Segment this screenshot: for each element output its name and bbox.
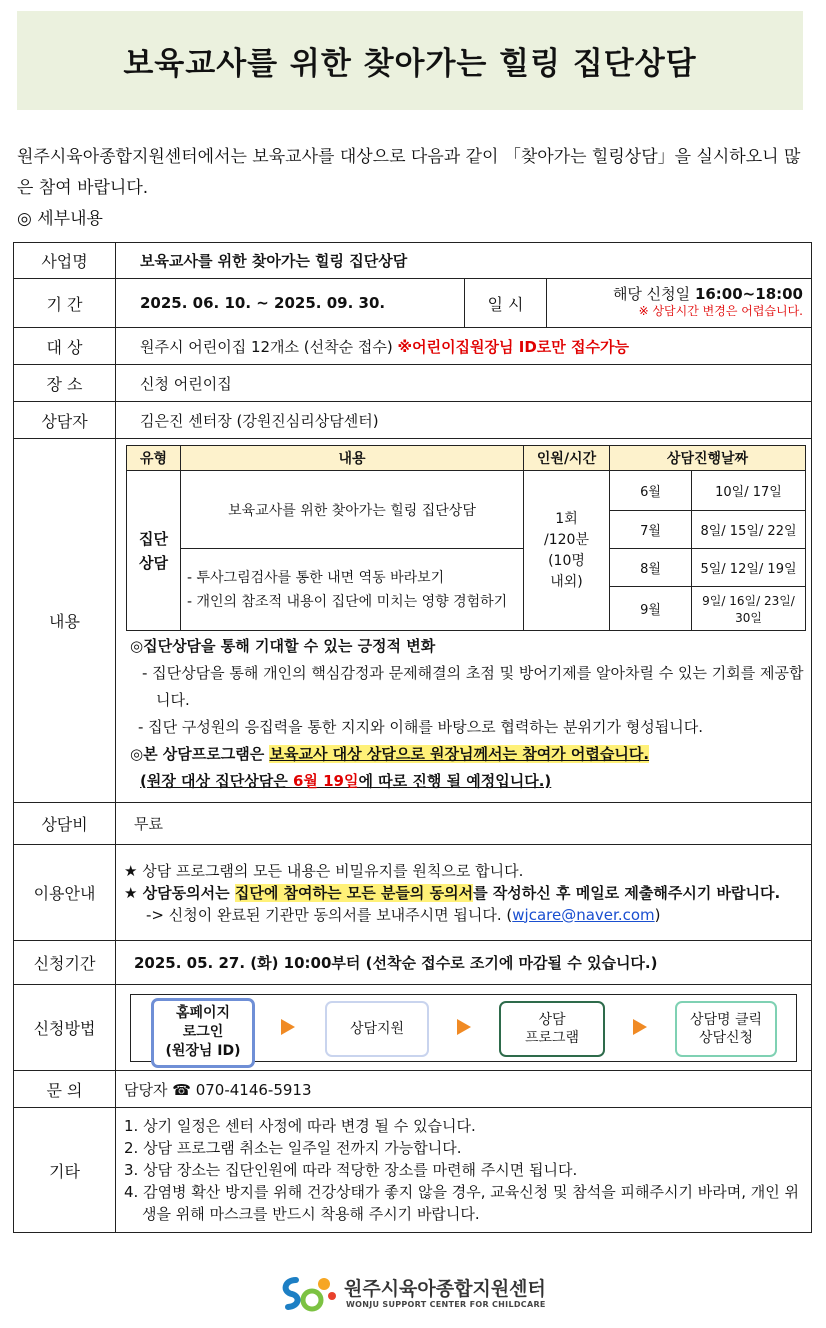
counselor-value: 김은진 센터장 (강원진심리상담센터) [116,402,812,439]
footer-logo [278,1272,548,1316]
step-counseling-program[interactable]: 상담 프로그램 [499,1001,605,1057]
time-value: 16:00~18:00 [694,285,803,303]
target-cell [116,328,812,365]
sub-notice [126,768,805,795]
month-cell: 7월 [610,511,692,549]
apply-steps-box [130,994,797,1062]
guide-cell [116,845,812,941]
place-value: 신청 어린이집 [116,365,812,402]
schedule-table [126,445,806,631]
row-period [14,279,812,328]
title-banner [17,11,803,110]
schedule-header-row [127,446,806,471]
header-content: 내용 [181,446,524,471]
etc-item: 4. 감염병 확산 방지를 위해 건강상태가 좋지 않을 경우, 교육신청 및 참석을 피해주시기 바라며, 개인 위생을 위해 마스크를 반드시 착용해 주시기 바랍니다. [124,1183,799,1223]
notice-line [126,741,805,768]
month-cell: 6월 [610,471,692,511]
label-time: 일 시 [465,279,547,328]
schedule-row [127,549,806,587]
email-link[interactable]: wjcare@naver.com [512,905,655,924]
row-apply-method [14,985,812,1071]
notice-highlight: 보육교사 대상 상담으로 원장님께서는 참여가 어렵습니다. [269,745,650,763]
footer-center-name: 원주시육아종합지원센터 [344,1278,546,1300]
arrow-right-icon [633,1019,647,1035]
step-homepage-login[interactable]: 홈페이지 로그인 (원장님 ID) [151,998,255,1068]
target-value: 원주시 어린이집 12개소 (선착순 접수) [140,337,398,356]
guide-line3-b: ) [654,905,661,924]
arrow-right-icon [457,1019,471,1035]
program-value: 보육교사를 위한 찾아가는 힐링 집단상담 [116,243,812,279]
notice-prefix: ◎본 상담프로그램은 [130,745,270,763]
fee-value: 무료 [116,803,812,845]
dates-cell: 10일/ 17일 [692,471,806,511]
guide-line [124,882,803,904]
sub-notice-a: (원장 대상 집단상담은 [140,772,293,790]
sub-notice-date: 6월 19일 [292,772,359,790]
info-table [13,242,812,1233]
type-cell: 집단 상담 [127,471,181,631]
guide-line: ★ 상담 프로그램의 모든 내용은 비밀유지를 원칙으로 합니다. [124,861,524,880]
row-etc [14,1108,812,1233]
contact-value: 담당자 ☎ 070-4146-5913 [116,1071,812,1108]
row-place [14,365,812,402]
row-target [14,328,812,365]
benefit-heading: ◎집단상담을 통해 기대할 수 있는 긍정적 변화 [130,637,436,655]
row-program [14,243,812,279]
target-note: ※어린이집원장님 ID로만 접수가능 [397,337,629,356]
header-type: 유형 [127,446,181,471]
capacity-cell: 1회 /120분 (10명 내외) [524,471,610,631]
step-click-apply[interactable]: 상담명 클릭 상담신청 [675,1001,777,1057]
bullets-cell [181,549,524,631]
benefit-item: - 집단 구성원의 응집력을 통한 지지와 이해를 바탕으로 협력하는 분위기가 형성됩니다. [138,718,704,736]
label-apply-period: 신청기간 [14,941,116,985]
step-counseling-support[interactable]: 상담지원 [325,1001,429,1057]
month-cell: 8월 [610,549,692,587]
guide-line [124,904,803,926]
etc-cell [116,1108,812,1233]
label-etc: 기타 [14,1108,116,1233]
label-contact: 문 의 [14,1071,116,1108]
guide-line2-a: ★ 상담동의서는 [124,883,235,902]
label-guide: 이용안내 [14,845,116,941]
row-content [14,439,812,803]
dates-cell: 5일/ 12일/ 19일 [692,549,806,587]
sub-notice-b: 에 따로 진행 될 예정입니다.) [358,772,552,790]
apply-period-value: 2025. 05. 27. (화) 10:00부터 (선착순 접수로 조기에 마감될 수 있습니다.) [116,941,812,985]
guide-line3-a: -> 신청이 완료된 기관만 동의서를 보내주시면 됩니다. ( [146,905,513,924]
time-note: ※ 상담시간 변경은 어렵습니다. [638,304,803,318]
bullet-item: - 개인의 참조적 내용이 집단에 미치는 영향 경험하기 [187,593,508,610]
guide-line2-highlight: 집단에 참여하는 모든 분들의 동의서 [234,883,474,902]
detail-heading: ◎ 세부내용 [17,209,103,229]
label-counselor: 상담자 [14,402,116,439]
etc-item: 3. 상담 장소는 집단인원에 따라 적당한 장소를 마련해 주시면 됩니다. [124,1161,578,1179]
label-place: 장 소 [14,365,116,402]
page-title: 보육교사를 위한 찾아가는 힐링 집단상담 [123,46,697,82]
intro-text: 원주시육아종합지원센터에서는 보육교사를 대상으로 다음과 같이 「찾아가는 힐링상담」을 실시하오니 많은 참여 바랍니다. [17,147,801,198]
label-period: 기 간 [14,279,116,328]
row-counselor [14,402,812,439]
dates-cell: 8일/ 15일/ 22일 [692,511,806,549]
dates-cell: 9일/ 16일/ 23일/ 30일 [692,587,806,631]
benefit-item: - 집단상담을 통해 개인의 핵심감정과 문제해결의 초점 및 방어기제를 알아차릴 수 있는 기회를 제공합니다. [142,664,804,709]
label-program: 사업명 [14,243,116,279]
row-guide [14,845,812,941]
schedule-row [127,471,806,511]
footer-center-subtitle: WONJU SUPPORT CENTER FOR CHILDCARE [346,1300,546,1309]
time-cell [547,279,812,328]
month-cell: 9월 [610,587,692,631]
label-content: 내용 [14,439,116,803]
guide-line2-b: 를 작성하신 후 메일로 제출해주시기 바랍니다. [473,883,781,902]
row-fee [14,803,812,845]
label-fee: 상담비 [14,803,116,845]
label-apply-method: 신청방법 [14,985,116,1071]
content-cell [116,439,812,803]
header-dates: 상담진행날짜 [610,446,806,471]
center-logo-icon [278,1274,338,1314]
row-apply-period [14,941,812,985]
row-contact [14,1071,812,1108]
content-notes [126,633,805,795]
period-value: 2025. 06. 10. ~ 2025. 09. 30. [116,279,465,328]
header-capacity: 인원/시간 [524,446,610,471]
time-prefix: 해당 신청일 [612,285,695,303]
bullet-item: - 투사그림검사를 통한 내면 역동 바라보기 [187,569,445,586]
program-title-cell: 보육교사를 위한 찾아가는 힐링 집단상담 [181,471,524,549]
label-target: 대 상 [14,328,116,365]
arrow-right-icon [281,1019,295,1035]
apply-method-cell [116,985,812,1071]
etc-item: 1. 상기 일정은 센터 사정에 따라 변경 될 수 있습니다. [124,1117,476,1135]
etc-item: 2. 상담 프로그램 취소는 일주일 전까지 가능합니다. [124,1139,462,1157]
